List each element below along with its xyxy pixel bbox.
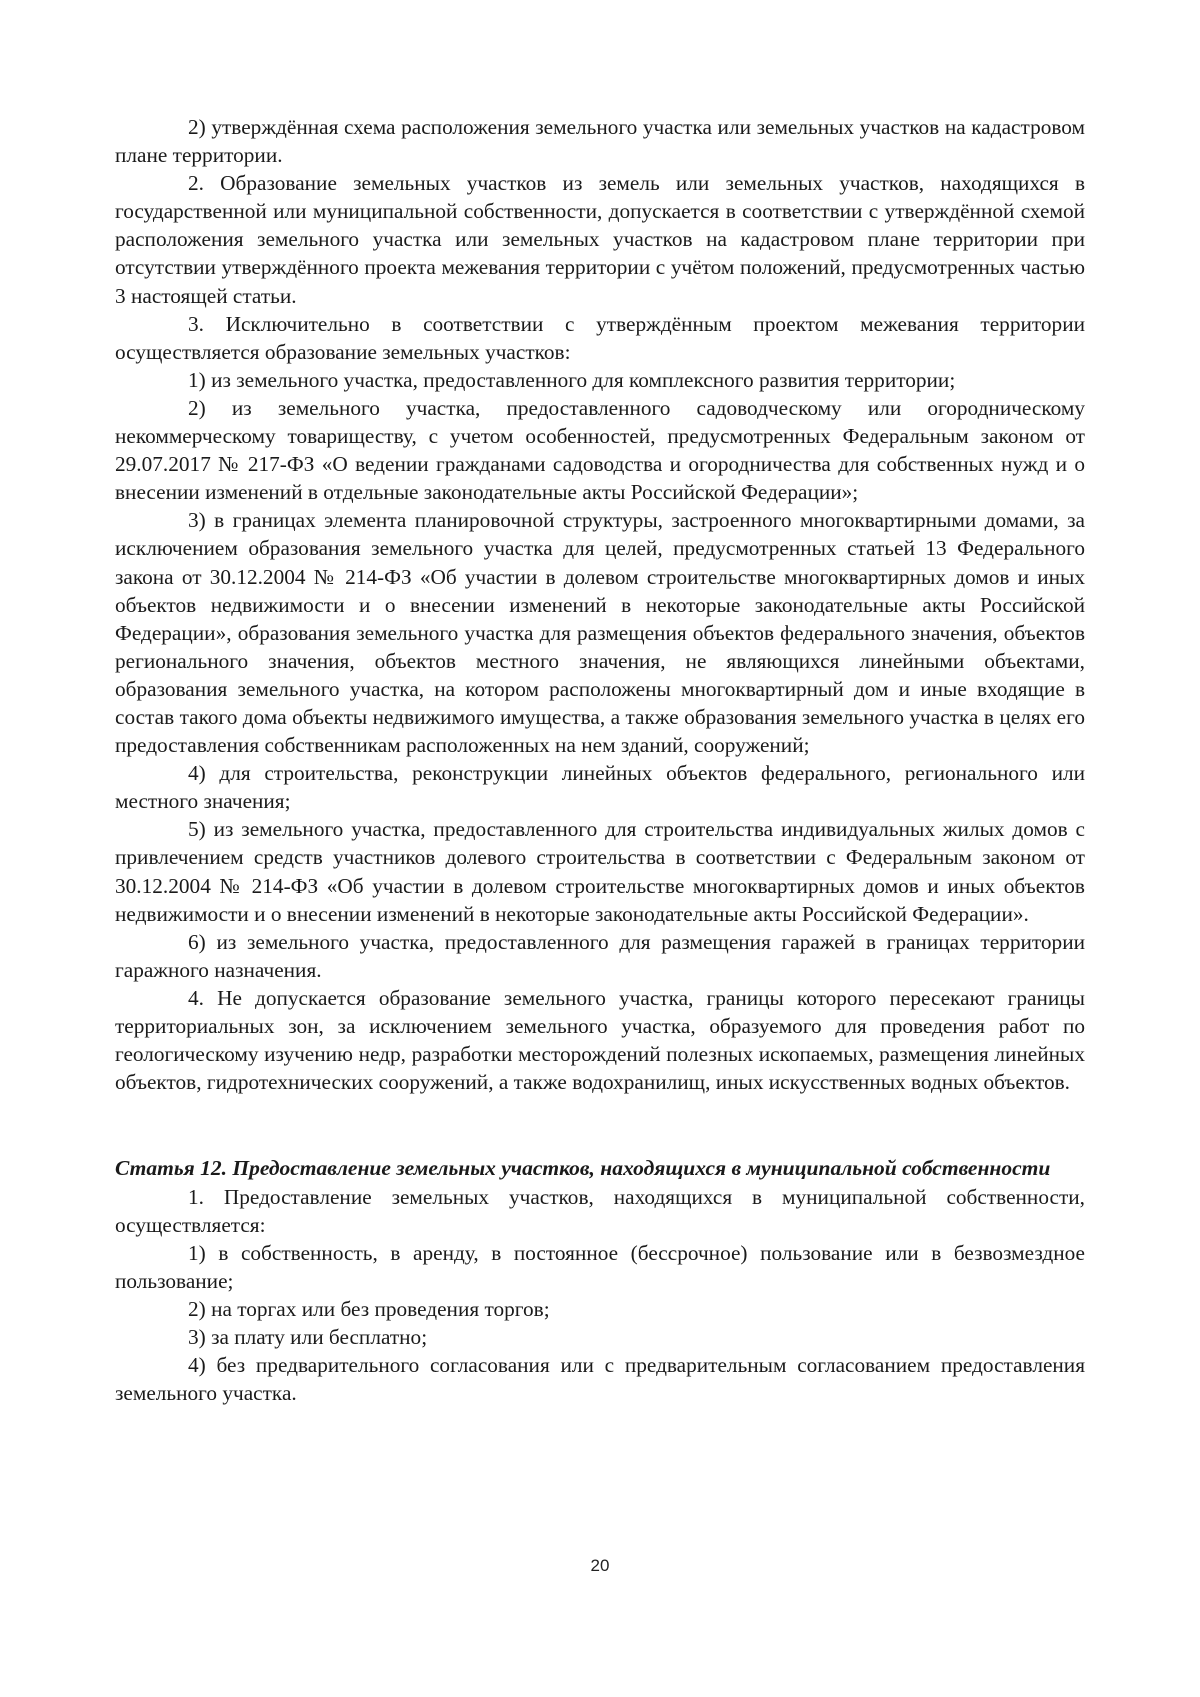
paragraph: 3. Исключительно в соответствии с утверждённым проектом межевания территории осуществляется образование земельных участков: (115, 311, 1085, 364)
list-item: 3) в границах элемента планировочной структуры, застроенного многоквартирными домами, за исключением образования земельного участка для целей, предусмотренных статьей 13 Федерального закона от 30.12.2004 № 214-ФЗ «Об участии в долевом строительстве многоквартирных домов и иных объектов недвижимости и о внесении изменений в некоторые законодательные акты Российской Федерации», образования земельного участка для размещения объектов федерального значения, объектов регионального значения, объектов местного значения, не являющихся линейными объектами, образования земельного участка, на котором расположены многоквартирный дом и иные входящие в состав такого дома объекты недвижимого имущества, а также образования земельного участка в целях его предоставления собственникам расположенных на нем зданий, сооружений; (115, 508, 1085, 758)
list-item: 1) из земельного участка, предоставленного для комплексного развития территории; (188, 367, 956, 392)
paragraph: 2) утверждённая схема расположения земельного участка или земельных участков на кадастровом плане территории. (115, 115, 1085, 168)
article-heading: Статья 12. Предоставление земельных участков, находящихся в муниципальной собственности (115, 1156, 1051, 1181)
list-item: 3) за плату или бесплатно; (188, 1325, 428, 1350)
page-number: 20 (590, 1556, 610, 1575)
paragraph: 4. Не допускается образование земельного участка, границы которого пересекают границы территориальных зон, за исключением земельного участка, образуемого для проведения работ по геологическому изучению недр, разработки месторождений полезных ископаемых, размещения линейных объектов, гидротехнических сооружений, а также водохранилищ, иных искусственных водных объектов. (115, 985, 1085, 1095)
list-item: 5) из земельного участка, предоставленного для строительства индивидуальных жилых домов с привлечением средств участников долевого строительства в соответствии с Федеральным законом от 30.12.2004 № 214-ФЗ «Об участии в долевом строительстве многоквартирных домов и иных объектов недвижимости и о внесении изменений в некоторые законодательные акты Российской Федерации». (115, 817, 1085, 926)
list-item: 6) из земельного участка, предоставленного для размещения гаражей в границах территории гаражного назначения. (115, 929, 1085, 982)
document-page (115, 113, 1085, 1407)
paragraph: 1. Предоставление земельных участков, находящихся в муниципальной собственности, осуществляется: (115, 1184, 1085, 1237)
list-item: 2) из земельного участка, предоставленного садоводческому или огородническому некоммерческому товариществу, с учетом особенностей, предусмотренных Федеральным законом от 29.07.2017 № 217-ФЗ «О ведении гражданами садоводства и огородничества для собственных нужд и о внесении изменений в отдельные законодательные акты Российской Федерации»; (115, 395, 1085, 505)
list-item: 1) в собственность, в аренду, в постоянное (бессрочное) пользование или в безвозмездное пользование; (115, 1240, 1085, 1293)
section-spacer (115, 1096, 1085, 1154)
paragraph: 2. Образование земельных участков из земель или земельных участков, находящихся в государственной или муниципальной собственности, допускается в соответствии с утверждённой схемой расположения земельного участка или земельных участков на кадастровом плане территории при отсутствии утверждённого проекта межевания территории с учётом положений, предусмотренных частью 3 настоящей статьи. (115, 171, 1085, 308)
list-item: 4) без предварительного согласования или с предварительным согласованием предоставления земельного участка. (115, 1353, 1085, 1406)
list-item: 4) для строительства, реконструкции линейных объектов федерального, регионального или местного значения; (115, 761, 1085, 814)
list-item: 2) на торгах или без проведения торгов; (188, 1296, 550, 1321)
